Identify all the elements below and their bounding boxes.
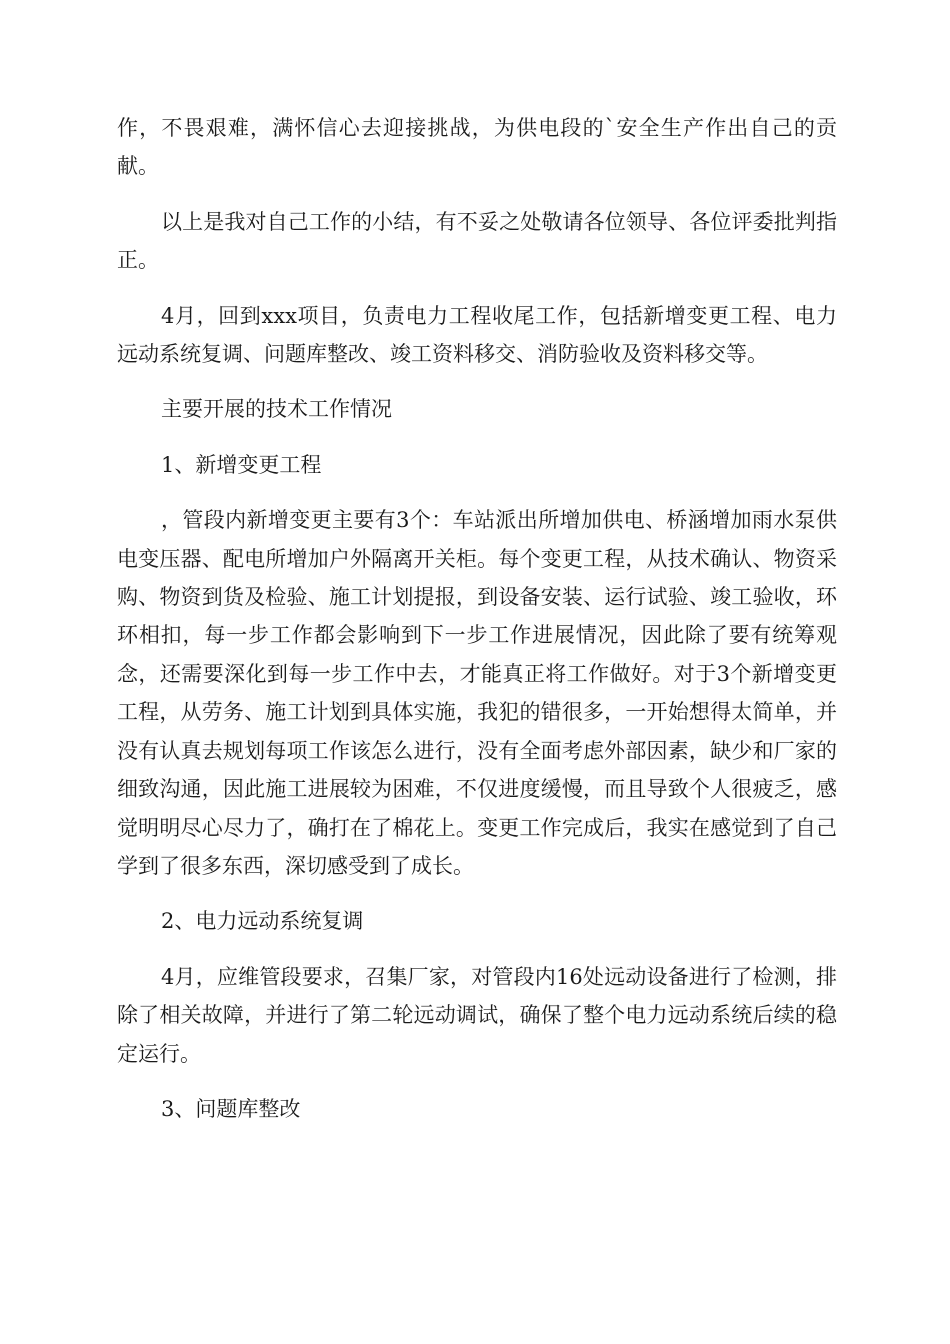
paragraph-summary-closing: 以上是我对自己工作的小结，有不妥之处敬请各位领导、各位评委批判指正。 xyxy=(117,209,837,273)
paragraph-continuation: 作，不畏艰难，满怀信心去迎接挑战，为供电段的`安全生产作出自己的贡献。 xyxy=(117,116,837,179)
subsection-heading-issue-rectification: 3、问题库整改 xyxy=(161,1096,301,1121)
paragraph-new-changes-detail: ，管段内新增变更主要有3个：车站派出所增加供电、桥涵增加雨水泵供电变压器、配电所增加户外隔离开关柜。每个变更工程，从技术确认、物资采购、物资到货及检验、施工计划提报，到设备安装、运行试验、竣工验收，环环相扣，每一步工作都会影响到下一步工作进展情况，因此除了要有统筹观念，还需要深化到每一步工作中去，才能真正将工作做好。对于3个新增变更工程，从劳务、施工计划到具体实施，我犯的错很多，一开始想得太简单，并没有认真去规划每项工作该怎么进行，没有全面考虑外部因素，缺少和厂家的细致沟通，因此施工进展较为困难，不仅进度缓慢，而且导致个人很疲乏，感觉明明尽心尽力了，确打在了棉花上。变更工作完成后，我实在感觉到了自己学到了很多东西，深切感受到了成长。 xyxy=(117,508,837,878)
subsection-heading-new-changes: 1、新增变更工程 xyxy=(161,452,322,477)
section-heading-technical-work: 主要开展的技术工作情况 xyxy=(161,397,392,422)
subsection-heading-remote-system: 2、电力远动系统复调 xyxy=(161,909,364,934)
paragraph-remote-system-detail: 4月，应维管段要求，召集厂家，对管段内16处远动设备进行了检测，排除了相关故障，并进行了第二轮远动调试，确保了整个电力远动系统后续的稳定运行。 xyxy=(117,964,837,1066)
document-body xyxy=(117,109,837,1145)
paragraph-april-project: 4月，回到xxx项目，负责电力工程收尾工作，包括新增变更工程、电力远动系统复调、问题库整改、竣工资料移交、消防验收及资料移交等。 xyxy=(117,303,837,367)
